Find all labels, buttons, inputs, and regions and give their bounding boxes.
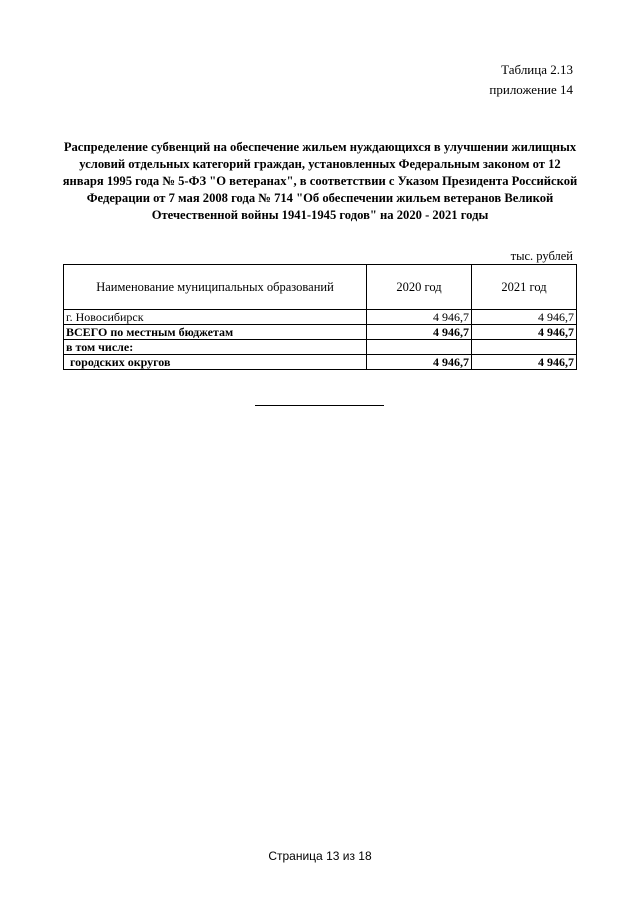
table-row-including [64,340,577,355]
units-label: тыс. рублей [510,249,573,263]
table-number: Таблица 2.13 [501,62,573,77]
column-header-municipality: Наименование муниципальных образований [64,265,367,310]
document-title: Распределение субвенций на обеспечение жильем нуждающихся в улучшении жилищных условий отдельных категорий граждан, установленных Федеральным законом от 12 января 1995 года № 5-ФЗ "О ветеранах", в соответствии с Указом Президента Российской Федерации от 7 мая 2008 года № 714 "Об обеспечении жильем ветеранов Великой Отечественной войны 1941-1945 годов" на 2020 - 2021 годы [62,140,578,222]
column-header-2021: 2021 год [472,265,577,310]
table-row [64,310,577,325]
page-number: Страница 13 из 18 [268,849,372,863]
table-row-total [64,325,577,340]
table-header-row [64,265,577,310]
row-value-2021: 4 946,7 [472,310,577,325]
row-value-2020 [367,340,472,355]
row-value-2021: 4 946,7 [472,325,577,340]
row-name: ВСЕГО по местным бюджетам [64,325,367,340]
row-value-2021: 4 946,7 [472,355,577,370]
row-name: г. Новосибирск [64,310,367,325]
data-table [63,264,577,370]
row-value-2020: 4 946,7 [367,355,472,370]
row-value-2021 [472,340,577,355]
row-name: городских округов [64,355,367,370]
divider-line [255,405,384,406]
row-name: в том числе: [64,340,367,355]
row-value-2020: 4 946,7 [367,325,472,340]
column-header-2020: 2020 год [367,265,472,310]
table-row-urban-districts [64,355,577,370]
row-value-2020: 4 946,7 [367,310,472,325]
appendix-label: приложение 14 [489,82,573,97]
